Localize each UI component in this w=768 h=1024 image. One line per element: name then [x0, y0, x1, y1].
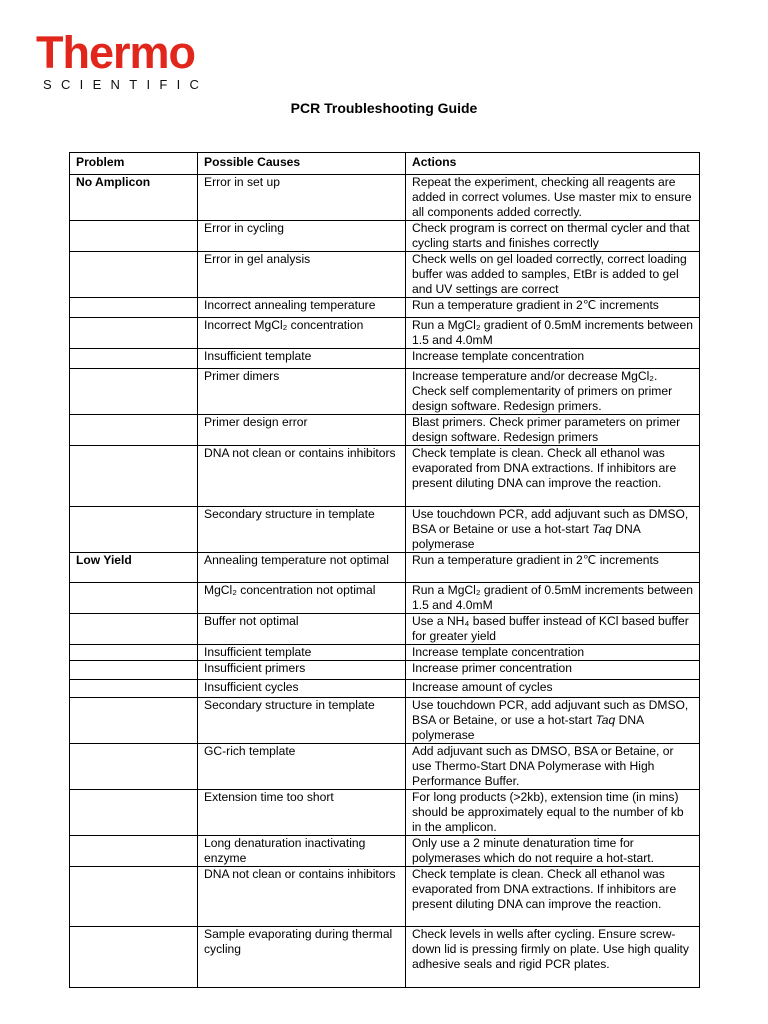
problem-cell: Low Yield: [70, 553, 198, 583]
problem-cell-empty: [70, 698, 198, 744]
cause-cell: Incorrect annealing temperature: [198, 298, 406, 318]
cause-cell: Error in set up: [198, 175, 406, 221]
cause-cell: Annealing temperature not optimal: [198, 553, 406, 583]
problem-cell-empty: [70, 298, 198, 318]
cause-cell: MgCl₂ concentration not optimal: [198, 583, 406, 614]
header-problem: Problem: [70, 153, 198, 175]
table-row: [70, 680, 700, 698]
action-cell: Run a temperature gradient in 2℃ increments: [406, 553, 700, 583]
problem-cell-empty: [70, 318, 198, 349]
action-cell: Increase template concentration: [406, 645, 700, 661]
table-body: [70, 175, 700, 988]
action-cell: Increase primer concentration: [406, 661, 700, 680]
problem-cell-empty: [70, 680, 198, 698]
troubleshooting-table: [69, 152, 700, 988]
problem-cell-empty: [70, 349, 198, 369]
thermo-scientific-logo: [36, 27, 209, 92]
problem-cell-empty: [70, 790, 198, 836]
table-row: [70, 318, 700, 349]
cause-cell: Primer dimers: [198, 369, 406, 415]
action-cell: Increase template concentration: [406, 349, 700, 369]
table-row: [70, 349, 700, 369]
problem-cell-empty: [70, 415, 198, 446]
action-cell: [406, 507, 700, 553]
action-cell: Only use a 2 minute denaturation time for polymerases which do not require a hot-start.: [406, 836, 700, 867]
cause-cell: Insufficient template: [198, 349, 406, 369]
cause-cell: DNA not clean or contains inhibitors: [198, 446, 406, 507]
action-cell: Increase amount of cycles: [406, 680, 700, 698]
cause-cell: Error in cycling: [198, 221, 406, 252]
action-text: Use touchdown PCR, add adjuvant such as DMSO, BSA or Betaine, or use a hot-start: [412, 698, 689, 727]
action-cell: Add adjuvant such as DMSO, BSA or Betaine, or use Thermo-Start DNA Polymerase with High Performance Buffer.: [406, 744, 700, 790]
problem-cell-empty: [70, 836, 198, 867]
action-cell: [406, 698, 700, 744]
table-row: [70, 867, 700, 927]
table-row: [70, 645, 700, 661]
table-row: [70, 698, 700, 744]
problem-cell-empty: [70, 369, 198, 415]
problem-cell-empty: [70, 446, 198, 507]
action-italic-text: Taq: [592, 522, 612, 536]
table-row: [70, 790, 700, 836]
action-cell: Blast primers. Check primer parameters on primer design software. Redesign primers: [406, 415, 700, 446]
problem-cell-empty: [70, 927, 198, 988]
action-cell: Check program is correct on thermal cycler and that cycling starts and finishes correctly: [406, 221, 700, 252]
action-text-end: DNA polymerase: [412, 522, 641, 551]
table-row: [70, 836, 700, 867]
problem-cell-empty: [70, 583, 198, 614]
table-row: [70, 744, 700, 790]
page-title: PCR Troubleshooting Guide: [290, 100, 478, 116]
logo-wordmark: Thermo: [36, 27, 196, 78]
cause-cell: DNA not clean or contains inhibitors: [198, 867, 406, 927]
header-causes: Possible Causes: [198, 153, 406, 175]
cause-cell: GC-rich template: [198, 744, 406, 790]
action-cell: Check levels in wells after cycling. Ensure screw-down lid is pressing firmly on plate. Use high quality adhesive seals and rigid PCR plates.: [406, 927, 700, 988]
action-cell: Use a NH₄ based buffer instead of KCl based buffer for greater yield: [406, 614, 700, 645]
cause-cell: Long denaturation inactivating enzyme: [198, 836, 406, 867]
table-row: [70, 583, 700, 614]
table-row: [70, 175, 700, 221]
cause-cell: Primer design error: [198, 415, 406, 446]
cause-cell: Incorrect MgCl₂ concentration: [198, 318, 406, 349]
cause-cell: Buffer not optimal: [198, 614, 406, 645]
cause-cell: Secondary structure in template: [198, 698, 406, 744]
table-row: [70, 927, 700, 988]
table-row: [70, 446, 700, 507]
problem-cell-empty: [70, 867, 198, 927]
problem-cell-empty: [70, 661, 198, 680]
action-text: Use touchdown PCR, add adjuvant such as DMSO, BSA or Betaine or use a hot-start: [412, 507, 689, 536]
action-cell: Check wells on gel loaded correctly, correct loading buffer was added to samples, EtBr is added to gel and UV settings are correct: [406, 252, 700, 298]
problem-cell: No Amplicon: [70, 175, 198, 221]
cause-cell: Insufficient template: [198, 645, 406, 661]
action-cell: Increase temperature and/or decrease MgCl₂. Check self complementarity of primers on primer design software. Redesign primers.: [406, 369, 700, 415]
action-cell: Run a MgCl₂ gradient of 0.5mM increments between 1.5 and 4.0mM: [406, 318, 700, 349]
problem-cell-empty: [70, 252, 198, 298]
table-row: [70, 298, 700, 318]
table-row: [70, 415, 700, 446]
table-row: [70, 614, 700, 645]
cause-cell: Insufficient cycles: [198, 680, 406, 698]
table-row: [70, 369, 700, 415]
action-cell: Check template is clean. Check all ethanol was evaporated from DNA extractions. If inhibitors are present diluting DNA can improve the reaction.: [406, 446, 700, 507]
cause-cell: Extension time too short: [198, 790, 406, 836]
cause-cell: Error in gel analysis: [198, 252, 406, 298]
problem-cell-empty: [70, 614, 198, 645]
action-cell: Run a temperature gradient in 2℃ increments: [406, 298, 700, 318]
cause-cell: Sample evaporating during thermal cycling: [198, 927, 406, 988]
action-cell: Run a MgCl₂ gradient of 0.5mM increments between 1.5 and 4.0mM: [406, 583, 700, 614]
logo-subtitle: SCIENTIFIC: [43, 77, 209, 92]
action-cell: Repeat the experiment, checking all reagents are added in correct volumes. Use master mix to ensure all components added correctly.: [406, 175, 700, 221]
cause-cell: Secondary structure in template: [198, 507, 406, 553]
table-header-row: [70, 153, 700, 175]
problem-cell-empty: [70, 744, 198, 790]
table-row: [70, 553, 700, 583]
problem-cell-empty: [70, 507, 198, 553]
table-row: [70, 252, 700, 298]
action-text-end: DNA polymerase: [412, 713, 644, 742]
cause-cell: Insufficient primers: [198, 661, 406, 680]
action-italic-text: Taq: [595, 713, 616, 727]
action-cell: For long products (>2kb), extension time (in mins) should be approximately equal to the number of kb in the amplicon.: [406, 790, 700, 836]
problem-cell-empty: [70, 221, 198, 252]
table-row: [70, 221, 700, 252]
problem-cell-empty: [70, 645, 198, 661]
header-actions: Actions: [406, 153, 700, 175]
table-row: [70, 661, 700, 680]
table-row: [70, 507, 700, 553]
action-cell: Check template is clean. Check all ethanol was evaporated from DNA extractions. If inhibitors are present diluting DNA can improve the reaction.: [406, 867, 700, 927]
